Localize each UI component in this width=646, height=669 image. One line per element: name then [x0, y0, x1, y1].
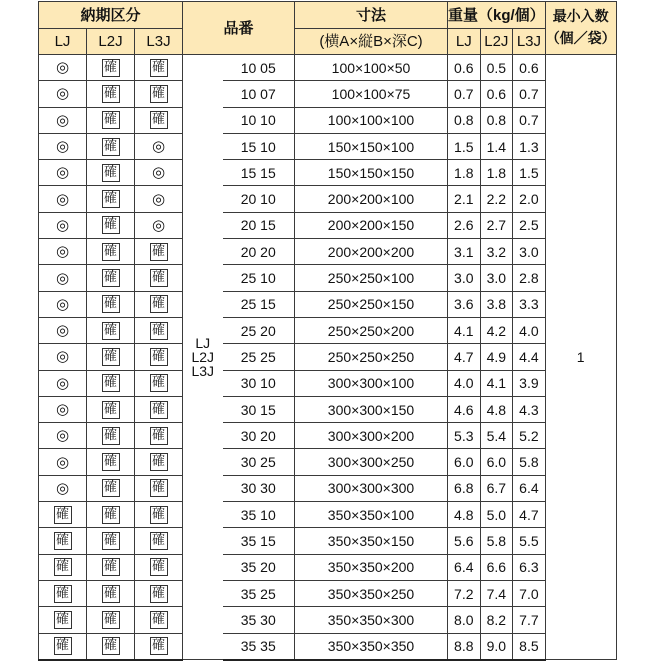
nouki-l3j-cell	[135, 133, 183, 159]
weight-lj-cell: 8.8	[448, 633, 481, 660]
kakunin-badge: 確	[54, 532, 72, 550]
nouki-col-l3j: L3J	[135, 29, 183, 55]
weight-lj-cell: 3.6	[448, 291, 481, 317]
table-row	[39, 449, 617, 475]
table-row	[39, 475, 617, 501]
part-number: 20 10	[223, 186, 295, 212]
nouki-l3j-cell	[135, 475, 183, 501]
table-header	[39, 2, 617, 55]
nouki-lj-cell	[39, 475, 87, 501]
dimension-cell: 250×250×250	[295, 344, 448, 370]
weight-l2j-cell: 3.0	[480, 265, 513, 291]
weight-lj-cell: 6.4	[448, 554, 481, 580]
nouki-l2j-cell	[87, 528, 135, 554]
table-row	[39, 107, 617, 133]
part-number: 35 30	[223, 607, 295, 633]
double-circle-mark: ◎	[151, 216, 166, 234]
nouki-l3j-cell	[135, 633, 183, 660]
weight-l2j-cell: 6.0	[480, 449, 513, 475]
dimension-cell: 200×200×200	[295, 239, 448, 265]
dimension-cell: 100×100×50	[295, 55, 448, 81]
nouki-l2j-cell	[87, 449, 135, 475]
weight-l3j-cell: 3.3	[513, 291, 546, 317]
part-number: 15 15	[223, 160, 295, 186]
weight-l2j-cell: 4.2	[480, 317, 513, 343]
nouki-lj-cell	[39, 344, 87, 370]
double-circle-mark: ◎	[151, 190, 166, 208]
nouki-lj-cell	[39, 212, 87, 238]
kakunin-badge: 確	[150, 374, 168, 392]
double-circle-mark: ◎	[55, 322, 70, 340]
weight-l2j-cell: 1.4	[480, 133, 513, 159]
part-number: 30 10	[223, 370, 295, 396]
kakunin-badge: 確	[102, 453, 120, 471]
weight-l3j-cell: 7.7	[513, 607, 546, 633]
weight-lj-cell: 1.8	[448, 160, 481, 186]
kakunin-badge: 確	[102, 85, 120, 103]
double-circle-mark: ◎	[55, 190, 70, 208]
nouki-lj-cell	[39, 133, 87, 159]
kakunin-badge: 確	[102, 164, 120, 182]
table-row	[39, 633, 617, 660]
weight-l3j-cell: 4.0	[513, 317, 546, 343]
table-row	[39, 607, 617, 633]
weight-l2j-cell: 5.4	[480, 423, 513, 449]
weight-l3j-cell: 6.4	[513, 475, 546, 501]
nouki-l3j-cell	[135, 370, 183, 396]
nouki-l3j-cell	[135, 344, 183, 370]
table-row	[39, 160, 617, 186]
juryo-col-l3j: L3J	[513, 29, 546, 55]
weight-l2j-cell: 6.6	[480, 554, 513, 580]
table-row	[39, 396, 617, 422]
weight-lj-cell: 4.6	[448, 396, 481, 422]
kakunin-badge: 確	[150, 427, 168, 445]
weight-l3j-cell: 8.5	[513, 633, 546, 660]
weight-l2j-cell: 0.6	[480, 81, 513, 107]
nouki-l2j-cell	[87, 580, 135, 606]
dimension-cell: 350×350×350	[295, 633, 448, 660]
nouki-l2j-cell	[87, 133, 135, 159]
nouki-l3j-cell	[135, 554, 183, 580]
weight-l2j-cell: 5.0	[480, 502, 513, 528]
kakunin-badge: 確	[150, 295, 168, 313]
nouki-l2j-cell	[87, 81, 135, 107]
nouki-l3j-cell	[135, 580, 183, 606]
nouki-l3j-cell	[135, 265, 183, 291]
kakunin-badge: 確	[102, 138, 120, 156]
part-number: 30 30	[223, 475, 295, 501]
part-number: 20 20	[223, 239, 295, 265]
nouki-lj-cell	[39, 265, 87, 291]
kakunin-badge: 確	[102, 269, 120, 287]
dimension-cell: 100×100×100	[295, 107, 448, 133]
nouki-l3j-cell	[135, 186, 183, 212]
kakunin-badge: 確	[150, 585, 168, 603]
table-row	[39, 423, 617, 449]
series-label: L3J	[191, 363, 215, 380]
kakunin-badge: 確	[102, 558, 120, 576]
nouki-lj-cell	[39, 186, 87, 212]
kakunin-badge: 確	[150, 479, 168, 497]
part-number: 25 20	[223, 317, 295, 343]
nouki-l2j-cell	[87, 554, 135, 580]
double-circle-mark: ◎	[55, 59, 70, 77]
min-qty-value: 1	[545, 55, 616, 660]
nouki-l3j-cell	[135, 55, 183, 81]
weight-l3j-cell: 7.0	[513, 580, 546, 606]
table-row	[39, 370, 617, 396]
nouki-lj-cell	[39, 607, 87, 633]
nouki-l2j-cell	[87, 607, 135, 633]
part-number: 30 20	[223, 423, 295, 449]
dimension-cell: 150×150×100	[295, 133, 448, 159]
nouki-l3j-cell	[135, 107, 183, 133]
weight-lj-cell: 4.1	[448, 317, 481, 343]
double-circle-mark: ◎	[55, 348, 70, 366]
weight-lj-cell: 2.6	[448, 212, 481, 238]
weight-l3j-cell: 0.7	[513, 81, 546, 107]
kakunin-badge: 確	[102, 374, 120, 392]
dimension-cell: 250×250×100	[295, 265, 448, 291]
kakunin-badge: 確	[102, 585, 120, 603]
nouki-l2j-cell	[87, 317, 135, 343]
nouki-l3j-cell	[135, 528, 183, 554]
nouki-lj-cell	[39, 55, 87, 81]
dimension-cell: 300×300×200	[295, 423, 448, 449]
double-circle-mark: ◎	[55, 164, 70, 182]
spec-table-wrapper	[38, 1, 617, 661]
double-circle-mark: ◎	[55, 401, 70, 418]
double-circle-mark: ◎	[55, 111, 70, 129]
weight-lj-cell: 2.1	[448, 186, 481, 212]
kakunin-badge: 確	[102, 506, 120, 524]
nouki-lj-cell	[39, 580, 87, 606]
kakunin-badge: 確	[150, 322, 168, 340]
nouki-l3j-cell	[135, 449, 183, 475]
kakunin-badge: 確	[150, 453, 168, 471]
min-qty-label-1: 最小入数	[552, 8, 609, 25]
table-row	[39, 81, 617, 107]
weight-l2j-cell: 2.2	[480, 186, 513, 212]
dimension-cell: 350×350×100	[295, 502, 448, 528]
weight-l2j-cell: 6.7	[480, 475, 513, 501]
nouki-col-lj: LJ	[39, 29, 87, 55]
weight-lj-cell: 3.0	[448, 265, 481, 291]
table-row	[39, 55, 617, 81]
nouki-l2j-cell	[87, 239, 135, 265]
double-circle-mark: ◎	[55, 243, 70, 261]
table-row	[39, 580, 617, 606]
kakunin-badge: 確	[150, 558, 168, 576]
weight-lj-cell: 4.8	[448, 502, 481, 528]
weight-lj-cell: 5.6	[448, 528, 481, 554]
nouki-l2j-cell	[87, 475, 135, 501]
nouki-lj-cell	[39, 423, 87, 449]
weight-l2j-cell: 4.1	[480, 370, 513, 396]
double-circle-mark: ◎	[55, 85, 70, 103]
nouki-l2j-cell	[87, 265, 135, 291]
nouki-l3j-cell	[135, 239, 183, 265]
table-row	[39, 528, 617, 554]
weight-l3j-cell: 4.4	[513, 344, 546, 370]
double-circle-mark: ◎	[55, 453, 70, 471]
part-number: 35 20	[223, 554, 295, 580]
part-number: 30 25	[223, 449, 295, 475]
nouki-l3j-cell	[135, 160, 183, 186]
table-row	[39, 291, 617, 317]
series-cell	[183, 55, 223, 660]
part-number: 20 15	[223, 212, 295, 238]
part-number: 35 25	[223, 580, 295, 606]
kakunin-badge: 確	[54, 637, 72, 655]
weight-lj-cell: 6.8	[448, 475, 481, 501]
juryo-col-l2j: L2J	[480, 29, 513, 55]
hinban-header: 品番	[183, 2, 295, 55]
dimension-cell: 200×200×100	[295, 186, 448, 212]
nouki-l2j-cell	[87, 633, 135, 660]
sunpo-header: 寸法	[295, 2, 448, 29]
nouki-lj-cell	[39, 554, 87, 580]
weight-lj-cell: 3.1	[448, 239, 481, 265]
weight-lj-cell: 5.3	[448, 423, 481, 449]
weight-l3j-cell: 3.0	[513, 239, 546, 265]
dimension-cell: 350×350×150	[295, 528, 448, 554]
kakunin-badge: 確	[102, 295, 120, 313]
table-row	[39, 265, 617, 291]
weight-l3j-cell: 1.5	[513, 160, 546, 186]
kakunin-badge: 確	[150, 637, 168, 655]
min-qty-header	[545, 2, 616, 55]
part-number: 35 15	[223, 528, 295, 554]
kakunin-badge: 確	[150, 111, 168, 129]
series-label: LJ	[195, 335, 211, 352]
kakunin-badge: 確	[102, 348, 120, 366]
weight-l2j-cell: 4.9	[480, 344, 513, 370]
part-number: 10 10	[223, 107, 295, 133]
nouki-l3j-cell	[135, 423, 183, 449]
nouki-l3j-cell	[135, 291, 183, 317]
min-qty-label-2: （個／袋）	[545, 30, 616, 46]
nouki-lj-cell	[39, 396, 87, 422]
series-label: L2J	[191, 349, 215, 366]
weight-lj-cell: 6.0	[448, 449, 481, 475]
kakunin-badge: 確	[150, 348, 168, 366]
weight-l3j-cell: 0.6	[513, 55, 546, 81]
nouki-l2j-cell	[87, 186, 135, 212]
kakunin-badge: 確	[102, 216, 120, 234]
nouki-lj-cell	[39, 633, 87, 660]
kakunin-badge: 確	[102, 111, 120, 129]
spec-table	[38, 1, 617, 661]
double-circle-mark: ◎	[55, 479, 70, 497]
kakunin-badge: 確	[102, 611, 120, 629]
weight-l3j-cell: 1.3	[513, 133, 546, 159]
kakunin-badge: 確	[54, 611, 72, 629]
weight-lj-cell: 0.6	[448, 55, 481, 81]
part-number: 35 10	[223, 502, 295, 528]
kakunin-badge: 確	[102, 401, 120, 419]
part-number: 25 15	[223, 291, 295, 317]
weight-l2j-cell: 8.2	[480, 607, 513, 633]
nouki-l2j-cell	[87, 502, 135, 528]
nouki-l3j-cell	[135, 212, 183, 238]
weight-l2j-cell: 3.8	[480, 291, 513, 317]
weight-lj-cell: 1.5	[448, 133, 481, 159]
nouki-l3j-cell	[135, 607, 183, 633]
double-circle-mark: ◎	[55, 216, 70, 234]
part-number: 15 10	[223, 133, 295, 159]
dimension-cell: 300×300×250	[295, 449, 448, 475]
nouki-lj-cell	[39, 370, 87, 396]
double-circle-mark: ◎	[55, 295, 70, 313]
weight-l3j-cell: 2.0	[513, 186, 546, 212]
kakunin-badge: 確	[150, 85, 168, 103]
nouki-lj-cell	[39, 239, 87, 265]
nouki-lj-cell	[39, 502, 87, 528]
nouki-lj-cell	[39, 317, 87, 343]
double-circle-mark: ◎	[151, 138, 166, 156]
dimension-cell: 100×100×75	[295, 81, 448, 107]
table-row	[39, 212, 617, 238]
table-row	[39, 317, 617, 343]
weight-lj-cell: 4.7	[448, 344, 481, 370]
dimension-cell: 250×250×150	[295, 291, 448, 317]
kakunin-badge: 確	[54, 585, 72, 603]
kakunin-badge: 確	[102, 190, 120, 208]
part-number: 30 15	[223, 396, 295, 422]
table-row	[39, 186, 617, 212]
weight-l2j-cell: 4.8	[480, 396, 513, 422]
nouki-l2j-cell	[87, 55, 135, 81]
kakunin-badge: 確	[102, 637, 120, 655]
weight-l2j-cell: 1.8	[480, 160, 513, 186]
part-number: 25 25	[223, 344, 295, 370]
double-circle-mark: ◎	[55, 427, 70, 445]
part-number: 10 05	[223, 55, 295, 81]
weight-lj-cell: 7.2	[448, 580, 481, 606]
weight-l2j-cell: 7.4	[480, 580, 513, 606]
nouki-lj-cell	[39, 291, 87, 317]
kakunin-badge: 確	[150, 401, 168, 419]
kakunin-badge: 確	[102, 532, 120, 550]
kakunin-badge: 確	[150, 611, 168, 629]
dimension-cell: 350×350×200	[295, 554, 448, 580]
weight-l3j-cell: 4.7	[513, 502, 546, 528]
weight-lj-cell: 8.0	[448, 607, 481, 633]
weight-l2j-cell: 0.8	[480, 107, 513, 133]
dimension-cell: 150×150×150	[295, 160, 448, 186]
nouki-l3j-cell	[135, 502, 183, 528]
dimension-cell: 300×300×100	[295, 370, 448, 396]
juryo-header: 重量（kg/個）	[448, 2, 546, 29]
nouki-col-l2j: L2J	[87, 29, 135, 55]
weight-l3j-cell: 2.8	[513, 265, 546, 291]
nouki-lj-cell	[39, 449, 87, 475]
table-row	[39, 239, 617, 265]
weight-l2j-cell: 0.5	[480, 55, 513, 81]
nouki-l3j-cell	[135, 396, 183, 422]
weight-lj-cell: 4.0	[448, 370, 481, 396]
double-circle-mark: ◎	[55, 138, 70, 156]
nouki-l2j-cell	[87, 423, 135, 449]
nouki-l3j-cell	[135, 81, 183, 107]
weight-l3j-cell: 5.8	[513, 449, 546, 475]
nouki-lj-cell	[39, 81, 87, 107]
weight-l3j-cell: 3.9	[513, 370, 546, 396]
kakunin-badge: 確	[150, 532, 168, 550]
kakunin-badge: 確	[150, 243, 168, 261]
weight-l3j-cell: 2.5	[513, 212, 546, 238]
dimension-cell: 200×200×150	[295, 212, 448, 238]
dimension-cell: 250×250×200	[295, 317, 448, 343]
sunpo-subheader: (横A×縦B×深C)	[295, 29, 448, 55]
double-circle-mark: ◎	[151, 164, 166, 182]
weight-l3j-cell: 5.5	[513, 528, 546, 554]
weight-lj-cell: 0.7	[448, 81, 481, 107]
nouki-lj-cell	[39, 160, 87, 186]
nouki-l3j-cell	[135, 317, 183, 343]
table-row	[39, 554, 617, 580]
juryo-col-lj: LJ	[448, 29, 481, 55]
weight-l3j-cell: 6.3	[513, 554, 546, 580]
kakunin-badge: 確	[102, 479, 120, 497]
weight-l2j-cell: 5.8	[480, 528, 513, 554]
kakunin-badge: 確	[54, 506, 72, 524]
table-row	[39, 133, 617, 159]
dimension-cell: 300×300×150	[295, 396, 448, 422]
dimension-cell: 350×350×300	[295, 607, 448, 633]
table-row	[39, 502, 617, 528]
nouki-l2j-cell	[87, 396, 135, 422]
part-number: 10 07	[223, 81, 295, 107]
table-row	[39, 344, 617, 370]
kakunin-badge: 確	[150, 506, 168, 524]
table-body	[39, 55, 617, 660]
kakunin-badge: 確	[150, 59, 168, 77]
kakunin-badge: 確	[54, 558, 72, 576]
nouki-header: 納期区分	[39, 2, 183, 29]
double-circle-mark: ◎	[55, 269, 70, 287]
double-circle-mark: ◎	[55, 374, 70, 392]
kakunin-badge: 確	[102, 59, 120, 77]
weight-l2j-cell: 9.0	[480, 633, 513, 660]
nouki-l2j-cell	[87, 160, 135, 186]
weight-l3j-cell: 4.3	[513, 396, 546, 422]
nouki-l2j-cell	[87, 291, 135, 317]
part-number: 35 35	[223, 633, 295, 660]
kakunin-badge: 確	[102, 322, 120, 340]
nouki-l2j-cell	[87, 344, 135, 370]
nouki-l2j-cell	[87, 370, 135, 396]
dimension-cell: 350×350×250	[295, 580, 448, 606]
weight-l3j-cell: 0.7	[513, 107, 546, 133]
weight-l2j-cell: 3.2	[480, 239, 513, 265]
nouki-l2j-cell	[87, 212, 135, 238]
kakunin-badge: 確	[102, 243, 120, 261]
dimension-cell: 300×300×300	[295, 475, 448, 501]
nouki-lj-cell	[39, 107, 87, 133]
kakunin-badge: 確	[102, 427, 120, 445]
nouki-l2j-cell	[87, 107, 135, 133]
weight-lj-cell: 0.8	[448, 107, 481, 133]
nouki-lj-cell	[39, 528, 87, 554]
kakunin-badge: 確	[150, 269, 168, 287]
weight-l2j-cell: 2.7	[480, 212, 513, 238]
part-number: 25 10	[223, 265, 295, 291]
weight-l3j-cell: 5.2	[513, 423, 546, 449]
